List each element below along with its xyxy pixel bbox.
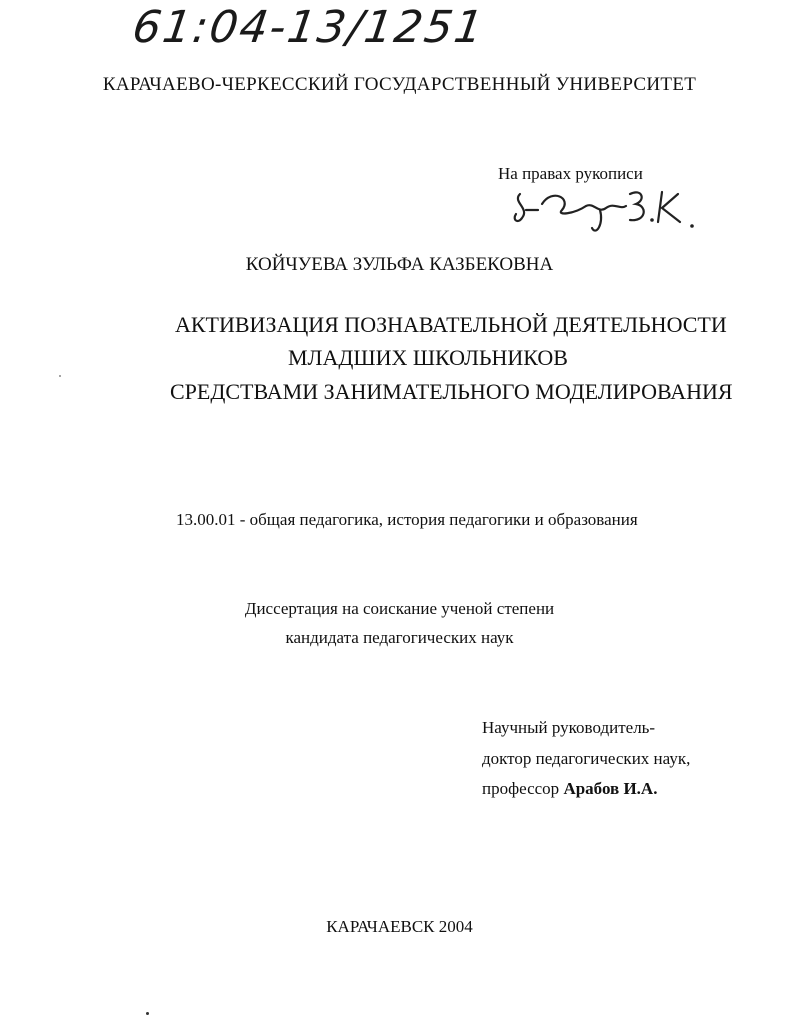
supervisor-degree: доктор педагогических наук, [482,749,691,768]
university-name: КАРАЧАЕВО-ЧЕРКЕССКИЙ ГОСУДАРСТВЕННЫЙ УНИВЕРСИТЕТ [102,74,697,95]
scan-speck-small [59,375,61,377]
degree-statement-line-2: кандидата педагогических наук [285,628,514,647]
scan-speck [146,1012,149,1015]
author-name: КОЙЧУЕВА ЗУЛЬФА КАЗБЕКОВНА [245,254,554,275]
supervisor-name: Арабов И.А. [563,779,658,798]
supervisor-rank: профессор [482,779,564,798]
specialty-code: 13.00.01 - общая педагогика, история педагогики и образования [176,510,638,529]
dissertation-title-line-3: СРЕДСТВАМИ ЗАНИМАТЕЛЬНОГО МОДЕЛИРОВАНИЯ [170,379,733,404]
dissertation-title-line-2: МЛАДШИХ ШКОЛЬНИКОВ [288,345,568,370]
manuscript-rights-label: На правах рукописи [498,164,643,183]
city-year: КАРАЧАЕВСК 2004 [326,917,473,936]
dissertation-title-line-1: АКТИВИЗАЦИЯ ПОЗНАВАТЕЛЬНОЙ ДЕЯТЕЛЬНОСТИ [175,312,727,337]
degree-statement-line-1: Диссертация на соискание ученой степени [244,599,555,618]
supervisor-label: Научный руководитель- [482,718,656,737]
author-signature [508,180,708,240]
supervisor-title [482,779,657,799]
handwritten-archive-code: 61:04-13/1251 [129,2,489,53]
